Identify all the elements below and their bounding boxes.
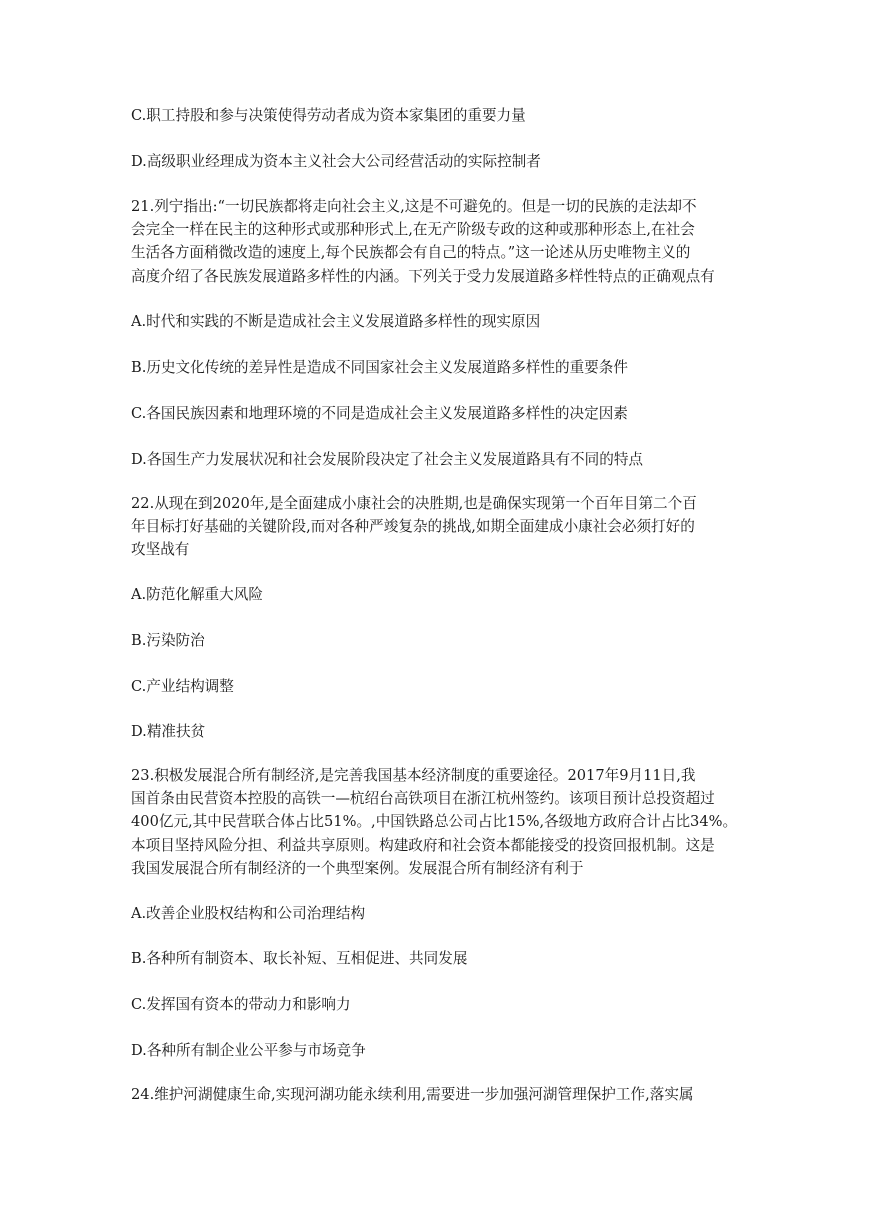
question-21-line-2: 会完全一样在民主的这种形式或那种形式上,在无产阶级专政的这种或那种形态上,在社会 bbox=[131, 221, 695, 239]
option-c-q21: C.各国民族因素和地理环境的不同是造成社会主义发展道路多样性的决定因素 bbox=[131, 405, 628, 422]
question-23-line-4: 本项目坚持风险分担、利益共享原则。构建政府和社会资本都能接受的投资回报机制。这是 bbox=[131, 836, 715, 854]
option-c-q22: C.产业结构调整 bbox=[131, 678, 234, 695]
option-d-q21: D.各国生产力发展状况和社会发展阶段决定了社会主义发展道路具有不同的特点 bbox=[131, 451, 644, 468]
question-22-line-3: 攻坚战有 bbox=[131, 541, 190, 559]
question-24-line-1: 24.维护河湖健康生命,实现河湖功能永续利用,需要进一步加强河湖管理保护工作,落实属 bbox=[131, 1086, 694, 1103]
question-23-line-5: 我国发展混合所有制经济的一个典型案例。发展混合所有制经济有利于 bbox=[131, 859, 584, 877]
question-23-line-1: 23.积极发展混合所有制经济,是完善我国基本经济制度的重要途径。2017年9月11日,我 bbox=[131, 767, 696, 784]
question-23-line-3: 400亿元,其中民营联合体占比51%。,中国铁路总公司占比15%,各级地方政府合计占比34%。 bbox=[131, 813, 738, 831]
option-b-q21: B.历史文化传统的差异性是造成不同国家社会主义发展道路多样性的重要条件 bbox=[131, 359, 628, 376]
option-c-q20: C.职工持股和参与决策使得劳动者成为资本家集团的重要力量 bbox=[131, 107, 526, 124]
option-c-q23: C.发挥国有资本的带动力和影响力 bbox=[131, 996, 351, 1013]
option-d-q22: D.精准扶贫 bbox=[131, 723, 206, 740]
option-d-q20: D.高级职业经理成为资本主义社会大公司经营活动的实际控制者 bbox=[131, 153, 541, 170]
question-21-line-3: 生活各方面稍微改造的速度上,每个民族都会有自己的特点。”这一论述从历史唯物主义的 bbox=[131, 244, 691, 262]
question-21-line-4: 高度介绍了各民族发展道路多样性的内涵。下列关于受力发展道路多样性特点的正确观点有 bbox=[131, 267, 715, 285]
question-22-line-2: 年目标打好基础的关键阶段,而对各种严竣复杂的挑战,如期全面建成小康社会必须打好的 bbox=[131, 518, 695, 536]
question-22-line-1: 22.从现在到2020年,是全面建成小康社会的决胜期,也是确保实现第一个百年目第二个百 bbox=[131, 495, 697, 512]
option-b-q22: B.污染防治 bbox=[131, 632, 205, 649]
option-a-q21: A.时代和实践的不断是造成社会主义发展道路多样性的现实原因 bbox=[131, 313, 541, 330]
question-21-stem bbox=[131, 195, 741, 288]
option-a-q23: A.改善企业股权结构和公司治理结构 bbox=[131, 905, 366, 922]
question-21-line-1: 21.列宁指出:“一切民族都将走向社会主义,这是不可避免的。但是一切的民族的走法却不 bbox=[131, 198, 697, 215]
option-a-q22: A.防范化解重大风险 bbox=[131, 586, 263, 603]
option-b-q23: B.各种所有制资本、取长补短、互相促进、共同发展 bbox=[131, 950, 468, 967]
question-23-stem bbox=[131, 764, 741, 880]
question-23-line-2: 国首条由民营资本控股的高铁一—杭绍台高铁项目在浙江杭州签约。该项目预计总投资超过 bbox=[131, 790, 715, 808]
question-22-stem bbox=[131, 492, 741, 562]
question-24-stem bbox=[131, 1083, 741, 1106]
option-d-q23: D.各种所有制企业公平参与市场竞争 bbox=[131, 1042, 366, 1059]
